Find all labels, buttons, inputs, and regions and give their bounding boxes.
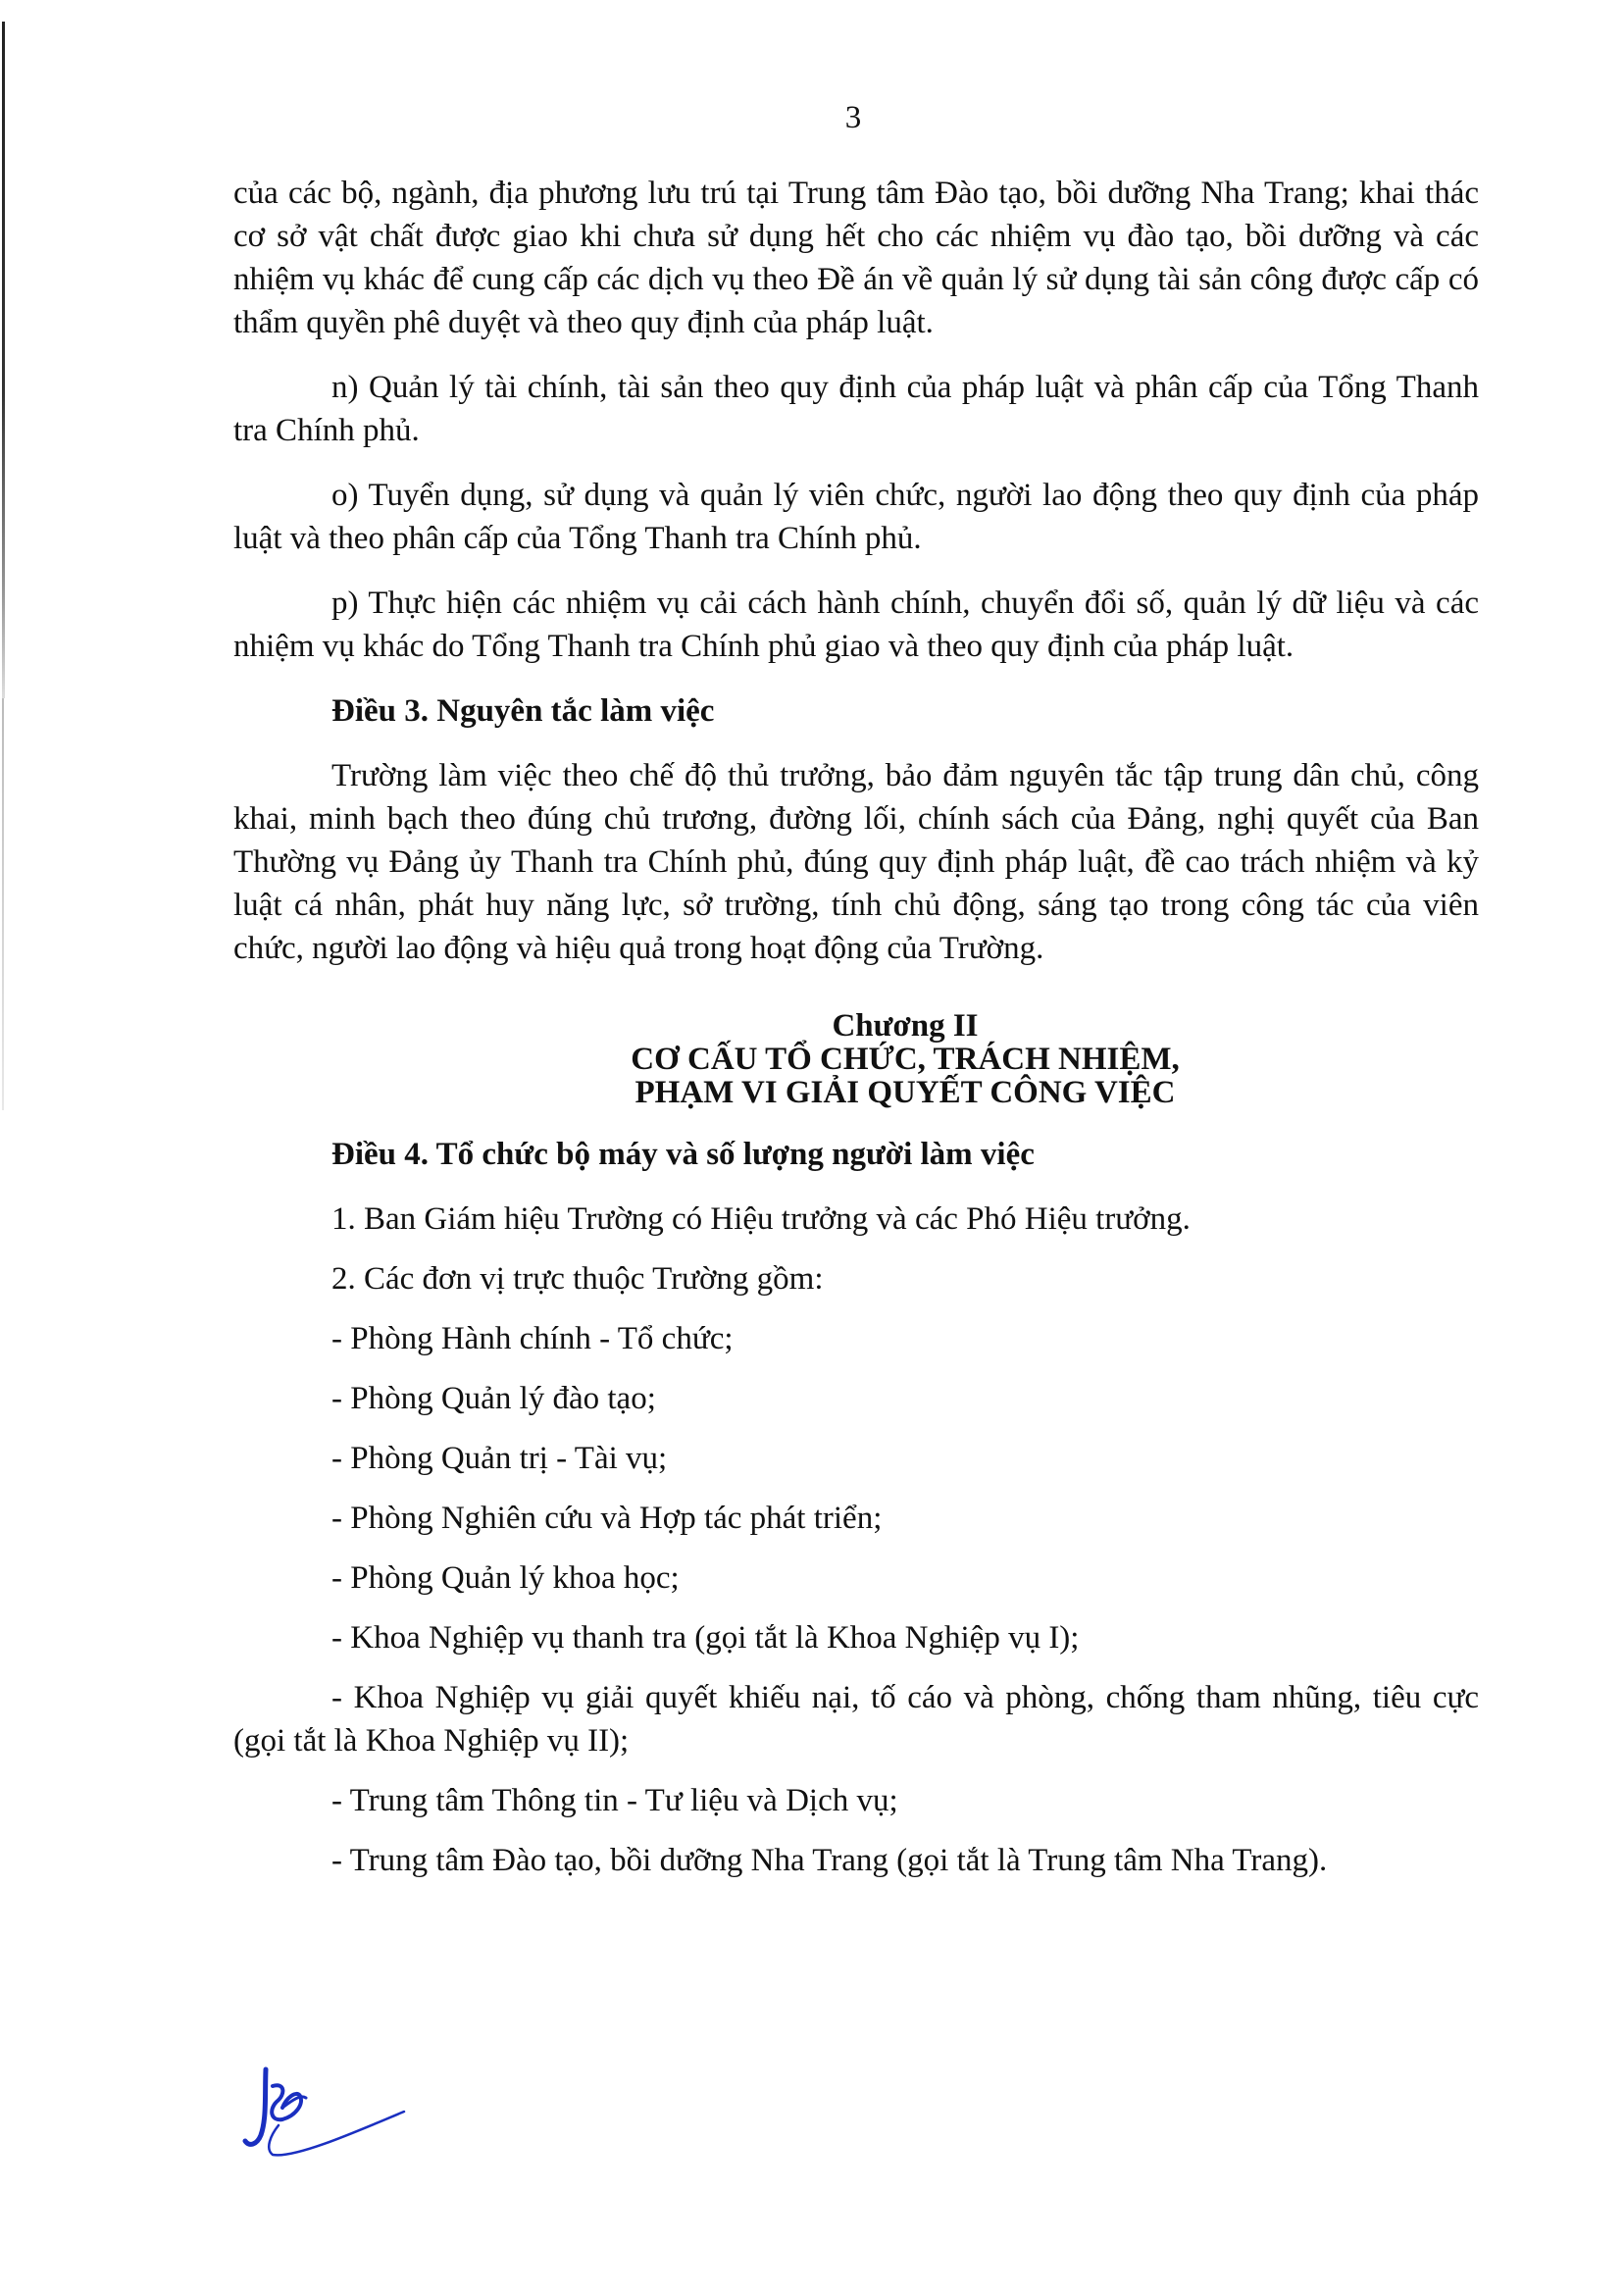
list-item: - Phòng Quản trị - Tài vụ; <box>331 1441 668 1476</box>
list-item: - Trung tâm Thông tin - Tư liệu và Dịch vụ; <box>331 1783 898 1818</box>
paragraph-item-p: p) Thực hiện các nhiệm vụ cải cách hành chính, chuyển đổi số, quản lý dữ liệu và các nhiệm vụ khác do Tổng Thanh tra Chính phủ giao và theo quy định của pháp luật. <box>233 586 1479 664</box>
handwritten-signature <box>235 2065 412 2163</box>
list-item: - Phòng Nghiên cứu và Hợp tác phát triển; <box>331 1501 883 1536</box>
article-3-body: Trường làm việc theo chế độ thủ trưởng, bảo đảm nguyên tắc tập trung dân chủ, công khai, minh bạch theo đúng chủ trương, đường lối, chính sách của Đảng, nghị quyết của Ban Thường vụ Đảng ủy Thanh tra Chính phủ, đúng quy định pháp luật, đề cao trách nhiệm và kỷ luật cá nhân, phát huy năng lực, sở trường, tính chủ động, sáng tạo trong công tác của viên chức, người lao động và hiệu quả trong hoạt động của Trường. <box>233 758 1479 966</box>
chapter-heading <box>233 1009 1479 1109</box>
chapter-label: Chương II <box>832 1008 979 1044</box>
paragraph-item-n: n) Quản lý tài chính, tài sản theo quy định của pháp luật và phân cấp của Tổng Thanh tra Chính phủ. <box>233 370 1479 448</box>
scan-left-border-faint <box>2 698 4 1110</box>
list-item: - Khoa Nghiệp vụ giải quyết khiếu nại, tố cáo và phòng, chống tham nhũng, tiêu cực (gọi tắt là Khoa Nghiệp vụ II); <box>233 1680 1479 1759</box>
list-item: - Phòng Quản lý đào tạo; <box>331 1381 656 1416</box>
list-item: - Phòng Hành chính - Tổ chức; <box>331 1321 734 1356</box>
chapter-title-line-2: PHẠM VI GIẢI QUYẾT CÔNG VIỆC <box>634 1075 1176 1110</box>
list-item: - Phòng Quản lý khoa học; <box>331 1560 680 1596</box>
list-item: - Khoa Nghiệp vụ thanh tra (gọi tắt là Khoa Nghiệp vụ I); <box>331 1620 1080 1656</box>
list-item: 2. Các đơn vị trực thuộc Trường gồm: <box>331 1261 824 1297</box>
list-item: - Trung tâm Đào tạo, bồi dưỡng Nha Trang (gọi tắt là Trung tâm Nha Trang). <box>331 1843 1328 1878</box>
article-3-heading: Điều 3. Nguyên tắc làm việc <box>331 693 715 729</box>
article-4-list <box>233 1198 1479 1882</box>
article-4-heading: Điều 4. Tổ chức bộ máy và số lượng người làm việc <box>331 1137 1035 1172</box>
paragraph-continuation: của các bộ, ngành, địa phương lưu trú tại Trung tâm Đào tạo, bồi dưỡng Nha Trang; khai thác cơ sở vật chất được giao khi chưa sử dụng hết cho các nhiệm vụ đào tạo, bồi dưỡng và các nhiệm vụ khác để cung cấp các dịch vụ theo Đề án về quản lý sử dụng tài sản công được cấp có thẩm quyền phê duyệt và theo quy định của pháp luật. <box>233 176 1479 340</box>
document-body <box>233 172 1479 1899</box>
list-item: 1. Ban Giám hiệu Trường có Hiệu trưởng và các Phó Hiệu trưởng. <box>331 1201 1191 1237</box>
chapter-title-line-1: CƠ CẤU TỔ CHỨC, TRÁCH NHIỆM, <box>631 1042 1180 1077</box>
paragraph-item-o: o) Tuyển dụng, sử dụng và quản lý viên chức, người lao động theo quy định của pháp luật và theo phân cấp của Tổng Thanh tra Chính phủ. <box>233 478 1479 556</box>
page-number: 3 <box>844 100 862 135</box>
